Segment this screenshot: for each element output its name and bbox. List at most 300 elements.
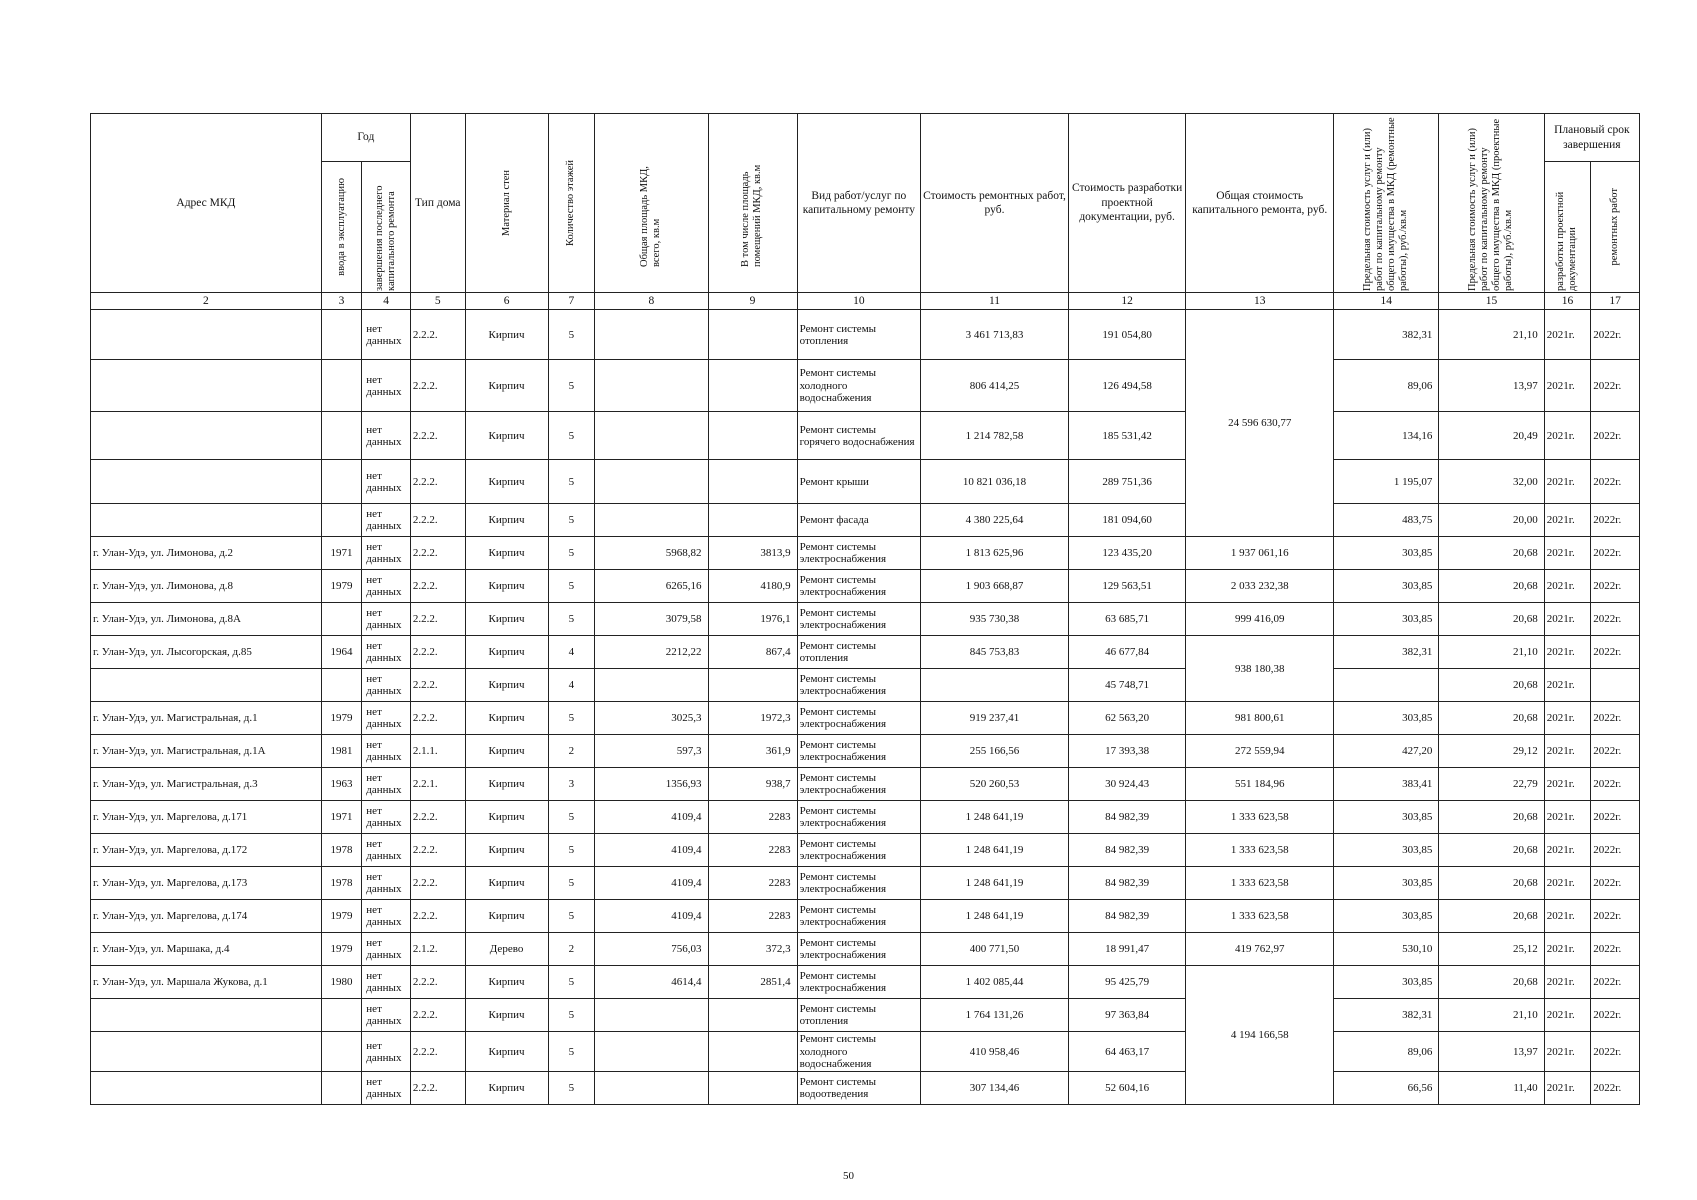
planned-works-cell: 2022г. (1591, 735, 1640, 768)
repair-cost-cell: 410 958,46 (921, 1032, 1069, 1072)
repair-cost-cell: 1 248 641,19 (921, 867, 1069, 900)
work-type-cell: Ремонт системы электроснабжения (797, 570, 921, 603)
limit-repair-cell: 66,56 (1334, 1072, 1439, 1105)
premises-area-cell: 361,9 (708, 735, 797, 768)
design-cost-cell: 84 982,39 (1068, 900, 1185, 933)
address-cell: г. Улан-Удэ, ул. Маршака, д.4 (91, 933, 322, 966)
work-type-cell: Ремонт системы отопления (797, 636, 921, 669)
wall-material-cell: Кирпич (465, 460, 548, 504)
limit-design-cell: 21,10 (1439, 999, 1544, 1032)
col-num: 6 (465, 293, 548, 310)
floors-cell: 5 (548, 310, 595, 360)
planned-works-cell: 2022г. (1591, 768, 1640, 801)
planned-design-cell: 2021г. (1544, 735, 1591, 768)
address-cell: г. Улан-Удэ, ул. Лимонова, д.8 (91, 570, 322, 603)
year-cell: 1979 (321, 570, 361, 603)
house-type-cell: 2.2.2. (410, 1032, 465, 1072)
wall-material-cell: Кирпич (465, 636, 548, 669)
repair-cost-cell: 1 903 668,87 (921, 570, 1069, 603)
planned-design-cell: 2021г. (1544, 570, 1591, 603)
limit-repair-cell: 303,85 (1334, 702, 1439, 735)
header-year-last-repair (362, 162, 411, 293)
planned-works-cell: 2022г. (1591, 801, 1640, 834)
header-year-commission (321, 162, 361, 293)
floors-cell: 5 (548, 1032, 595, 1072)
total-area-cell (595, 504, 708, 537)
total-cost-cell: 1 333 623,58 (1186, 867, 1334, 900)
total-area-cell: 4109,4 (595, 900, 708, 933)
planned-works-cell: 2022г. (1591, 537, 1640, 570)
limit-design-cell: 11,40 (1439, 1072, 1544, 1105)
last-repair-cell: нет данных (362, 768, 411, 801)
header-premises-area-text: В том числе площадь помещений МКД, кв.м (740, 164, 764, 267)
repair-cost-cell: 806 414,25 (921, 360, 1069, 412)
wall-material-cell: Кирпич (465, 702, 548, 735)
house-type-cell: 2.2.2. (410, 1072, 465, 1105)
last-repair-cell: нет данных (362, 900, 411, 933)
design-cost-cell: 95 425,79 (1068, 966, 1185, 999)
column-number-row (91, 293, 1640, 310)
design-cost-cell: 30 924,43 (1068, 768, 1185, 801)
wall-material-cell: Кирпич (465, 867, 548, 900)
limit-design-cell: 20,68 (1439, 801, 1544, 834)
wall-material-cell: Кирпич (465, 412, 548, 460)
work-type-cell: Ремонт системы электроснабжения (797, 900, 921, 933)
planned-works-cell: 2022г. (1591, 900, 1640, 933)
limit-repair-cell: 89,06 (1334, 1032, 1439, 1072)
premises-area-cell: 4180,9 (708, 570, 797, 603)
premises-area-cell (708, 669, 797, 702)
premises-area-cell (708, 412, 797, 460)
address-cell: г. Улан-Удэ, ул. Маргелова, д.174 (91, 900, 322, 933)
address-cell (91, 504, 322, 537)
table-row (91, 702, 1640, 735)
limit-design-cell: 20,68 (1439, 966, 1544, 999)
premises-area-cell: 938,7 (708, 768, 797, 801)
wall-material-cell: Кирпич (465, 801, 548, 834)
repair-cost-cell: 1 764 131,26 (921, 999, 1069, 1032)
planned-design-cell: 2021г. (1544, 603, 1591, 636)
work-type-cell: Ремонт системы электроснабжения (797, 933, 921, 966)
year-cell (321, 669, 361, 702)
repair-cost-cell: 3 461 713,83 (921, 310, 1069, 360)
design-cost-cell: 52 604,16 (1068, 1072, 1185, 1105)
repair-cost-cell: 307 134,46 (921, 1072, 1069, 1105)
design-cost-cell: 18 991,47 (1068, 933, 1185, 966)
floors-cell: 5 (548, 900, 595, 933)
house-type-cell: 2.2.2. (410, 702, 465, 735)
house-type-cell: 2.2.2. (410, 360, 465, 412)
table-row (91, 360, 1640, 412)
premises-area-cell (708, 1032, 797, 1072)
house-type-cell: 2.2.2. (410, 504, 465, 537)
col-num: 7 (548, 293, 595, 310)
wall-material-cell: Кирпич (465, 603, 548, 636)
address-cell: г. Улан-Удэ, ул. Лимонова, д.2 (91, 537, 322, 570)
limit-design-cell: 20,68 (1439, 834, 1544, 867)
col-num: 5 (410, 293, 465, 310)
header-floors-text: Количество этажей (565, 160, 577, 246)
table-row (91, 1072, 1640, 1105)
limit-design-cell: 20,68 (1439, 867, 1544, 900)
premises-area-cell: 1976,1 (708, 603, 797, 636)
address-cell: г. Улан-Удэ, ул. Магистральная, д.3 (91, 768, 322, 801)
planned-works-cell (1591, 669, 1640, 702)
limit-repair-cell: 382,31 (1334, 636, 1439, 669)
table-row (91, 603, 1640, 636)
address-cell: г. Улан-Удэ, ул. Магистральная, д.1А (91, 735, 322, 768)
header-limit-repair (1334, 114, 1439, 293)
planned-works-cell: 2022г. (1591, 504, 1640, 537)
limit-repair-cell: 382,31 (1334, 310, 1439, 360)
total-cost-cell: 999 416,09 (1186, 603, 1334, 636)
year-cell: 1979 (321, 900, 361, 933)
planned-works-cell: 2022г. (1591, 570, 1640, 603)
wall-material-cell: Кирпич (465, 1072, 548, 1105)
planned-works-cell: 2022г. (1591, 933, 1640, 966)
floors-cell: 5 (548, 702, 595, 735)
header-total-area (595, 114, 708, 293)
planned-design-cell: 2021г. (1544, 360, 1591, 412)
address-cell: г. Улан-Удэ, ул. Маргелова, д.173 (91, 867, 322, 900)
floors-cell: 4 (548, 636, 595, 669)
year-cell: 1964 (321, 636, 361, 669)
house-type-cell: 2.1.1. (410, 735, 465, 768)
limit-repair-cell: 303,85 (1334, 537, 1439, 570)
address-cell (91, 669, 322, 702)
table-row (91, 537, 1640, 570)
total-cost-cell: 551 184,96 (1186, 768, 1334, 801)
header-wall-material (465, 114, 548, 293)
address-cell: г. Улан-Удэ, ул. Маршала Жукова, д.1 (91, 966, 322, 999)
repair-cost-cell: 1 214 782,58 (921, 412, 1069, 460)
planned-design-cell: 2021г. (1544, 933, 1591, 966)
total-cost-cell: 419 762,97 (1186, 933, 1334, 966)
last-repair-cell: нет данных (362, 999, 411, 1032)
limit-repair-cell: 483,75 (1334, 504, 1439, 537)
planned-works-cell: 2022г. (1591, 636, 1640, 669)
year-cell: 1971 (321, 537, 361, 570)
planned-works-cell: 2022г. (1591, 966, 1640, 999)
planned-design-cell: 2021г. (1544, 412, 1591, 460)
last-repair-cell: нет данных (362, 412, 411, 460)
work-type-cell: Ремонт системы горячего водоснабжения (797, 412, 921, 460)
total-area-cell: 2212,22 (595, 636, 708, 669)
limit-repair-cell (1334, 669, 1439, 702)
last-repair-cell: нет данных (362, 669, 411, 702)
floors-cell: 5 (548, 867, 595, 900)
premises-area-cell: 2851,4 (708, 966, 797, 999)
table-row (91, 933, 1640, 966)
premises-area-cell: 372,3 (708, 933, 797, 966)
floors-cell: 5 (548, 966, 595, 999)
last-repair-cell: нет данных (362, 636, 411, 669)
header-floors (548, 114, 595, 293)
work-type-cell: Ремонт системы электроснабжения (797, 801, 921, 834)
work-type-cell: Ремонт системы электроснабжения (797, 603, 921, 636)
planned-design-cell: 2021г. (1544, 768, 1591, 801)
header-total-area-text: Общая площадь МКД, всего, кв.м (639, 166, 663, 267)
design-cost-cell: 84 982,39 (1068, 867, 1185, 900)
wall-material-cell: Дерево (465, 933, 548, 966)
address-cell (91, 1032, 322, 1072)
header-year-commission-text: ввода в эксплуатацию (335, 178, 347, 276)
work-type-cell: Ремонт системы холодного водоснабжения (797, 1032, 921, 1072)
floors-cell: 4 (548, 669, 595, 702)
floors-cell: 5 (548, 504, 595, 537)
limit-repair-cell: 303,85 (1334, 834, 1439, 867)
wall-material-cell: Кирпич (465, 537, 548, 570)
year-cell (321, 504, 361, 537)
limit-repair-cell: 303,85 (1334, 603, 1439, 636)
year-cell: 1978 (321, 834, 361, 867)
limit-design-cell: 22,79 (1439, 768, 1544, 801)
header-premises-area (708, 114, 797, 293)
premises-area-cell: 3813,9 (708, 537, 797, 570)
col-num: 12 (1068, 293, 1185, 310)
design-cost-cell: 45 748,71 (1068, 669, 1185, 702)
address-cell (91, 999, 322, 1032)
table-row (91, 867, 1640, 900)
col-num: 2 (91, 293, 322, 310)
wall-material-cell: Кирпич (465, 504, 548, 537)
work-type-cell: Ремонт фасада (797, 504, 921, 537)
limit-repair-cell: 303,85 (1334, 570, 1439, 603)
floors-cell: 5 (548, 412, 595, 460)
page-number: 50 (843, 1170, 854, 1182)
planned-design-cell: 2021г. (1544, 834, 1591, 867)
repair-cost-cell: 1 248 641,19 (921, 801, 1069, 834)
repair-cost-cell: 1 248 641,19 (921, 900, 1069, 933)
last-repair-cell: нет данных (362, 801, 411, 834)
last-repair-cell: нет данных (362, 1032, 411, 1072)
wall-material-cell: Кирпич (465, 834, 548, 867)
repair-cost-cell: 935 730,38 (921, 603, 1069, 636)
total-area-cell: 3025,3 (595, 702, 708, 735)
floors-cell: 2 (548, 933, 595, 966)
table-row (91, 834, 1640, 867)
col-num: 4 (362, 293, 411, 310)
house-type-cell: 2.2.2. (410, 801, 465, 834)
total-area-cell (595, 1032, 708, 1072)
address-cell: г. Улан-Удэ, ул. Маргелова, д.171 (91, 801, 322, 834)
floors-cell: 5 (548, 460, 595, 504)
col-num: 10 (797, 293, 921, 310)
year-cell (321, 999, 361, 1032)
header-planned-group: Плановый срок завершения (1544, 114, 1639, 162)
planned-design-cell: 2021г. (1544, 702, 1591, 735)
wall-material-cell: Кирпич (465, 966, 548, 999)
total-area-cell (595, 412, 708, 460)
limit-repair-cell: 530,10 (1334, 933, 1439, 966)
last-repair-cell: нет данных (362, 735, 411, 768)
total-area-cell: 4109,4 (595, 801, 708, 834)
total-area-cell (595, 1072, 708, 1105)
limit-design-cell: 32,00 (1439, 460, 1544, 504)
design-cost-cell: 191 054,80 (1068, 310, 1185, 360)
planned-works-cell: 2022г. (1591, 867, 1640, 900)
planned-works-cell: 2022г. (1591, 1072, 1640, 1105)
planned-works-cell: 2022г. (1591, 603, 1640, 636)
address-cell (91, 360, 322, 412)
limit-design-cell: 20,68 (1439, 900, 1544, 933)
design-cost-cell: 126 494,58 (1068, 360, 1185, 412)
table-row (91, 636, 1640, 669)
house-type-cell: 2.2.2. (410, 603, 465, 636)
col-num: 16 (1544, 293, 1591, 310)
total-area-cell: 5968,82 (595, 537, 708, 570)
floors-cell: 2 (548, 735, 595, 768)
planned-works-cell: 2022г. (1591, 1032, 1640, 1072)
floors-cell: 5 (548, 834, 595, 867)
planned-design-cell: 2021г. (1544, 867, 1591, 900)
planned-design-cell: 2021г. (1544, 1072, 1591, 1105)
limit-design-cell: 21,10 (1439, 310, 1544, 360)
wall-material-cell: Кирпич (465, 735, 548, 768)
last-repair-cell: нет данных (362, 933, 411, 966)
wall-material-cell: Кирпич (465, 1032, 548, 1072)
house-type-cell: 2.2.2. (410, 570, 465, 603)
table-row (91, 412, 1640, 460)
total-cost-cell: 4 194 166,58 (1186, 966, 1334, 1105)
header-work-type: Вид работ/услуг по капитальному ремонту (797, 114, 921, 293)
limit-repair-cell: 303,85 (1334, 966, 1439, 999)
total-area-cell: 1356,93 (595, 768, 708, 801)
limit-design-cell: 20,68 (1439, 702, 1544, 735)
house-type-cell: 2.2.2. (410, 999, 465, 1032)
repair-cost-cell: 919 237,41 (921, 702, 1069, 735)
col-num: 14 (1334, 293, 1439, 310)
limit-design-cell: 20,49 (1439, 412, 1544, 460)
house-type-cell: 2.2.2. (410, 900, 465, 933)
year-cell: 1971 (321, 801, 361, 834)
table-row (91, 801, 1640, 834)
year-cell (321, 1032, 361, 1072)
design-cost-cell: 64 463,17 (1068, 1032, 1185, 1072)
design-cost-cell: 62 563,20 (1068, 702, 1185, 735)
last-repair-cell: нет данных (362, 867, 411, 900)
header-planned-design (1544, 162, 1591, 293)
header-design-cost: Стоимость разработки проектной документации, руб. (1068, 114, 1185, 293)
planned-design-cell: 2021г. (1544, 966, 1591, 999)
planned-works-cell: 2022г. (1591, 460, 1640, 504)
planned-design-cell: 2021г. (1544, 636, 1591, 669)
house-type-cell: 2.2.2. (410, 310, 465, 360)
col-num: 9 (708, 293, 797, 310)
house-type-cell: 2.2.2. (410, 412, 465, 460)
premises-area-cell: 2283 (708, 834, 797, 867)
floors-cell: 3 (548, 768, 595, 801)
repair-cost-cell (921, 669, 1069, 702)
premises-area-cell (708, 1072, 797, 1105)
work-type-cell: Ремонт системы электроснабжения (797, 768, 921, 801)
table-row (91, 310, 1640, 360)
header-total-cost: Общая стоимость капитального ремонта, руб. (1186, 114, 1334, 293)
premises-area-cell: 1972,3 (708, 702, 797, 735)
limit-design-cell: 20,68 (1439, 570, 1544, 603)
limit-design-cell: 20,68 (1439, 537, 1544, 570)
limit-repair-cell: 303,85 (1334, 900, 1439, 933)
total-area-cell (595, 310, 708, 360)
work-type-cell: Ремонт системы электроснабжения (797, 537, 921, 570)
repair-cost-cell: 4 380 225,64 (921, 504, 1069, 537)
col-num: 3 (321, 293, 361, 310)
limit-design-cell: 20,68 (1439, 603, 1544, 636)
premises-area-cell (708, 999, 797, 1032)
last-repair-cell: нет данных (362, 360, 411, 412)
table-row (91, 768, 1640, 801)
address-cell: г. Улан-Удэ, ул. Лимонова, д.8А (91, 603, 322, 636)
total-area-cell: 3079,58 (595, 603, 708, 636)
work-type-cell: Ремонт системы электроснабжения (797, 834, 921, 867)
design-cost-cell: 84 982,39 (1068, 834, 1185, 867)
col-num: 8 (595, 293, 708, 310)
total-cost-cell: 1 333 623,58 (1186, 900, 1334, 933)
address-cell (91, 1072, 322, 1105)
house-type-cell: 2.2.2. (410, 834, 465, 867)
address-cell: г. Улан-Удэ, ул. Магистральная, д.1 (91, 702, 322, 735)
last-repair-cell: нет данных (362, 966, 411, 999)
year-cell: 1979 (321, 933, 361, 966)
planned-works-cell: 2022г. (1591, 412, 1640, 460)
limit-repair-cell: 382,31 (1334, 999, 1439, 1032)
house-type-cell: 2.1.2. (410, 933, 465, 966)
work-type-cell: Ремонт системы электроснабжения (797, 735, 921, 768)
wall-material-cell: Кирпич (465, 669, 548, 702)
wall-material-cell: Кирпич (465, 900, 548, 933)
header-limit-repair-text: Предельная стоимость услуг и (или) работ по капитальному ремонту общего имущества в МКД (ремонтные работы), руб./кв.м (1362, 116, 1410, 291)
limit-repair-cell: 383,41 (1334, 768, 1439, 801)
planned-design-cell: 2021г. (1544, 669, 1591, 702)
limit-repair-cell: 1 195,07 (1334, 460, 1439, 504)
premises-area-cell: 2283 (708, 900, 797, 933)
floors-cell: 5 (548, 1072, 595, 1105)
last-repair-cell: нет данных (362, 603, 411, 636)
repair-cost-cell: 845 753,83 (921, 636, 1069, 669)
year-cell (321, 1072, 361, 1105)
design-cost-cell: 181 094,60 (1068, 504, 1185, 537)
year-cell: 1978 (321, 867, 361, 900)
header-repair-cost: Стоимость ремонтных работ, руб. (921, 114, 1069, 293)
planned-design-cell: 2021г. (1544, 999, 1591, 1032)
total-cost-cell: 1 333 623,58 (1186, 834, 1334, 867)
col-num: 13 (1186, 293, 1334, 310)
planned-works-cell: 2022г. (1591, 834, 1640, 867)
last-repair-cell: нет данных (362, 570, 411, 603)
last-repair-cell: нет данных (362, 1072, 411, 1105)
last-repair-cell: нет данных (362, 834, 411, 867)
repair-cost-cell: 400 771,50 (921, 933, 1069, 966)
total-cost-cell: 1 333 623,58 (1186, 801, 1334, 834)
work-type-cell: Ремонт системы электроснабжения (797, 669, 921, 702)
total-area-cell (595, 360, 708, 412)
repair-cost-cell: 1 248 641,19 (921, 834, 1069, 867)
planned-design-cell: 2021г. (1544, 1032, 1591, 1072)
table-row (91, 999, 1640, 1032)
year-cell (321, 360, 361, 412)
limit-repair-cell: 134,16 (1334, 412, 1439, 460)
floors-cell: 5 (548, 999, 595, 1032)
house-type-cell: 2.2.1. (410, 768, 465, 801)
planned-design-cell: 2021г. (1544, 504, 1591, 537)
capital-repair-table (90, 113, 1640, 1105)
premises-area-cell (708, 360, 797, 412)
address-cell: г. Улан-Удэ, ул. Маргелова, д.172 (91, 834, 322, 867)
col-num: 11 (921, 293, 1069, 310)
year-cell (321, 310, 361, 360)
total-area-cell (595, 999, 708, 1032)
premises-area-cell: 2283 (708, 801, 797, 834)
